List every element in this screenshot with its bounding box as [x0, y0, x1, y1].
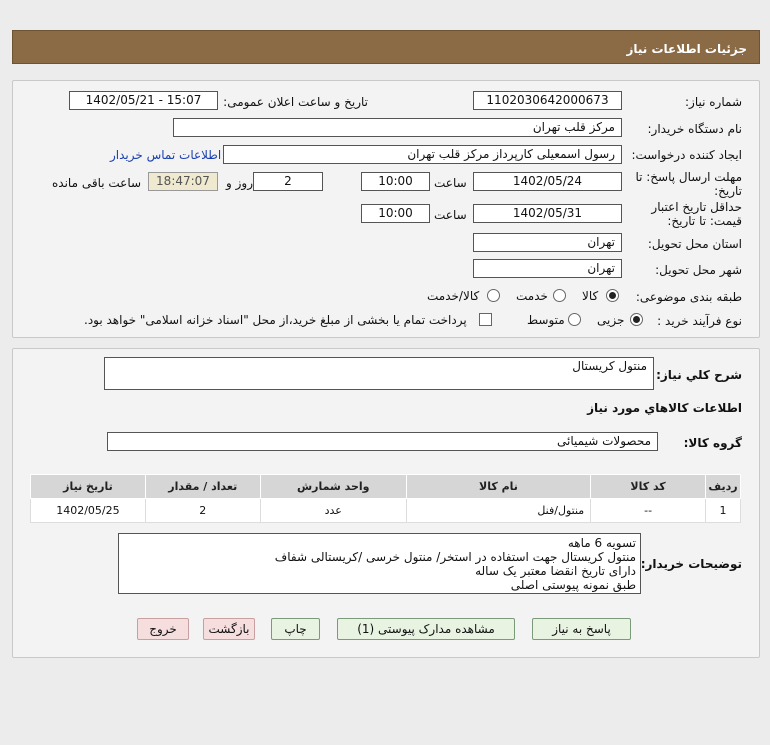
- process-radio-medium[interactable]: [568, 313, 581, 326]
- back-button[interactable]: بازگشت: [203, 618, 255, 640]
- announce-label: تاریخ و ساعت اعلان عمومی:: [223, 95, 368, 109]
- summary-label: شرح کلي نياز:: [656, 368, 742, 382]
- buyer-contact-link[interactable]: اطلاعات تماس خریدار: [110, 148, 222, 162]
- goods-group-field: محصولات شیمیائی: [107, 432, 658, 451]
- announce-field: 1402/05/21 - 15:07: [69, 91, 218, 110]
- process-label: نوع فرآیند خرید :: [657, 314, 742, 328]
- creator-label: ایجاد کننده درخواست:: [631, 148, 742, 162]
- cell-unit: عدد: [260, 499, 406, 523]
- deadline-label-date: تاریخ:: [714, 184, 742, 198]
- validity-label-date: قیمت: تا تاریخ:: [667, 214, 742, 228]
- validity-label: حداقل تاریخ اعتبار: [651, 200, 742, 214]
- goods-info-title: اطلاعات کالاهاي مورد نياز: [587, 401, 742, 415]
- process-option-medium: متوسط: [527, 313, 565, 327]
- goods-group-label: گروه کالا:: [683, 436, 742, 450]
- category-option-service: خدمت: [516, 289, 548, 303]
- table-row: [31, 499, 741, 523]
- city-field: تهران: [473, 259, 622, 278]
- category-option-goods: کالا: [582, 289, 599, 303]
- need-number-label: شماره نیاز:: [685, 95, 742, 109]
- buyer-note-line: منتول کریستال جهت استفاده در استخر/ منتول خرسی /کریستالی شفاف: [274, 550, 636, 564]
- deadline-date-field: 1402/05/24: [473, 172, 622, 191]
- goods-table-header: [31, 475, 741, 499]
- city-label: شهر محل تحویل:: [655, 263, 742, 277]
- need-number-field: 1102030642000673: [473, 91, 622, 110]
- category-radio-service[interactable]: [553, 289, 566, 302]
- col-row: ردیف: [705, 475, 740, 499]
- province-label: استان محل تحویل:: [647, 237, 742, 251]
- reply-button[interactable]: پاسخ به نیاز: [532, 618, 631, 640]
- buyer-org-field: مرکز قلب تهران: [173, 118, 622, 137]
- treasury-note: پرداخت تمام یا بخشی از مبلغ خرید،از محل "اسناد خزانه اسلامی" خواهد بود.: [84, 313, 467, 327]
- validity-time-field: 10:00: [361, 204, 430, 223]
- province-field: تهران: [473, 233, 622, 252]
- print-button[interactable]: چاپ: [271, 618, 320, 640]
- col-qty: تعداد / مقدار: [145, 475, 260, 499]
- summary-field: منتول کریستال: [104, 357, 654, 390]
- deadline-time-field: 10:00: [361, 172, 430, 191]
- col-unit: واحد شمارش: [260, 475, 406, 499]
- days-field: 2: [253, 172, 323, 191]
- buyer-notes-field: [118, 533, 641, 594]
- category-option-both: کالا/خدمت: [427, 289, 480, 303]
- col-name: نام کالا: [406, 475, 590, 499]
- cell-row: 1: [705, 499, 740, 523]
- buyer-note-line: طبق نمونه پیوستی اصلی: [510, 578, 636, 592]
- remaining-label: ساعت باقی مانده: [52, 176, 142, 190]
- category-radio-both[interactable]: [487, 289, 500, 302]
- col-date: تاریخ نیاز: [31, 475, 146, 499]
- remaining-time-field: 18:47:07: [148, 172, 218, 191]
- cell-qty: 2: [145, 499, 260, 523]
- validity-time-label: ساعت: [434, 208, 467, 222]
- creator-field: رسول اسمعیلی کارپرداز مرکز قلب تهران: [223, 145, 622, 164]
- category-radio-goods[interactable]: [606, 289, 619, 302]
- page-header: [12, 30, 760, 64]
- process-radio-minor[interactable]: [630, 313, 643, 326]
- page-title: جزئیات اطلاعات نیاز: [626, 42, 747, 56]
- deadline-label: مهلت ارسال پاسخ: تا: [635, 170, 742, 184]
- cell-code: --: [591, 499, 706, 523]
- days-label: روز و: [226, 176, 253, 190]
- treasury-checkbox[interactable]: [479, 313, 492, 326]
- view-attachments-button[interactable]: مشاهده مدارک پیوستی (1): [337, 618, 515, 640]
- cell-date: 1402/05/25: [31, 499, 146, 523]
- validity-date-field: 1402/05/31: [473, 204, 622, 223]
- buyer-notes-label: توضیحات خریدار:: [640, 557, 742, 571]
- buyer-note-line: دارای تاریخ انقضا معتبر یک ساله: [475, 564, 636, 578]
- deadline-time-label: ساعت: [434, 176, 467, 190]
- category-label: طبقه بندی موضوعی:: [635, 290, 742, 304]
- goods-table: [30, 474, 741, 523]
- exit-button[interactable]: خروج: [137, 618, 189, 640]
- buyer-org-label: نام دستگاه خریدار:: [647, 122, 742, 136]
- cell-name: منتول/فنل: [406, 499, 590, 523]
- buyer-note-line: تسویه 6 ماهه: [567, 536, 636, 550]
- process-option-minor: جزیی: [597, 313, 625, 327]
- col-code: کد کالا: [591, 475, 706, 499]
